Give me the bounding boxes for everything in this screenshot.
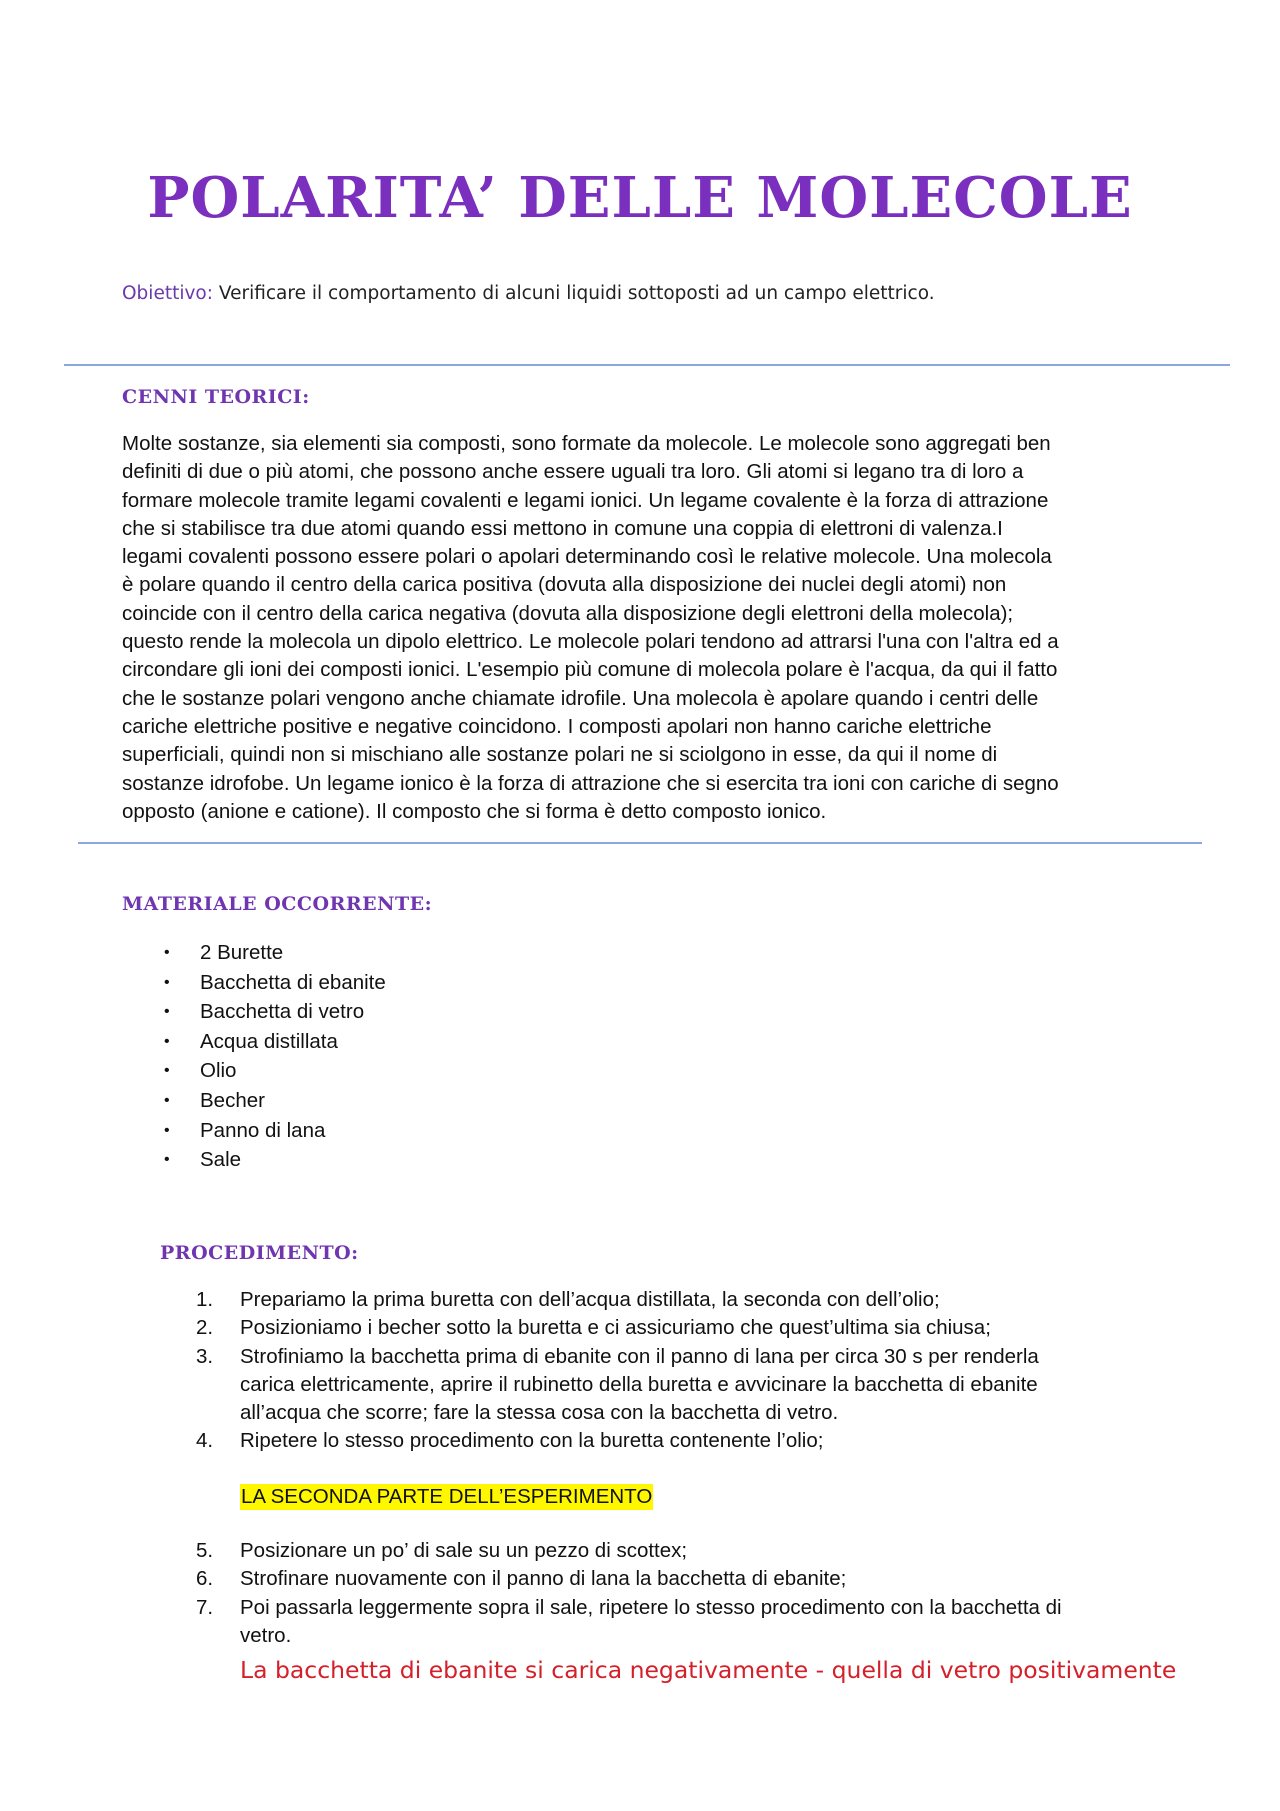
bullet-icon: • [164,1091,170,1109]
materials-heading: MATERIALE OCCORRENTE: [122,893,433,915]
theory-line: circondare gli ioni dei composti ionici. L'esempio più comune di molecola polare è l'acqua, da qui il fatto [122,658,1058,682]
procedure-step [196,1314,1176,1342]
material-label: Bacchetta di ebanite [200,970,386,994]
list-item [160,938,386,968]
bullet-icon: • [164,1032,170,1050]
step-text: Strofinare nuovamente con il panno di lana la bacchetta di ebanite; [240,1567,847,1591]
procedure-step [196,1286,1176,1314]
theory-line: sostanze idrofobe. Un legame ionico è la forza di attrazione che si esercita tra ioni con cariche di segno [122,771,1059,795]
conclusion-text: La bacchetta di ebanite si carica negativamente - quella di vetro positivamente [240,1656,1177,1684]
step-text: Ripetere lo stesso procedimento con la buretta contenente l’olio; [240,1429,824,1453]
procedure-step [196,1565,1176,1593]
step-text: Strofiniamo la bacchetta prima di ebanite con il panno di lana per circa 30 s per renderla [240,1344,1039,1368]
bullet-icon: • [164,1062,170,1080]
list-item [160,1027,386,1057]
bullet-icon: • [164,1121,170,1139]
theory-line: formare molecole tramite legami covalenti e legami ionici. Un legame covalente è la forza di attrazione [122,488,1049,512]
bullet-icon: • [164,973,170,991]
list-item [160,1086,386,1116]
material-label: 2 Burette [200,941,284,964]
material-label: Becher [200,1088,265,1112]
material-label: Olio [200,1059,237,1083]
objective [122,283,935,304]
bullet-icon: • [164,1003,170,1021]
material-label: Panno di lana [200,1118,326,1142]
material-label: Sale [200,1148,242,1172]
materials-list [160,938,386,1175]
list-item [160,968,386,998]
step-text: Prepariamo la prima buretta con dell’acqua distillata, la seconda con dell’olio; [240,1288,940,1311]
procedure-step [196,1594,1176,1651]
step-text: all’acqua che scorre; fare la stessa cosa con la bacchetta di vetro. [240,1401,839,1425]
step-text: carica elettricamente, aprire il rubinetto della buretta e avvicinare la bacchetta di ebanite [240,1372,1038,1396]
theory-line: che si stabilisce tra due atomi quando essi mettono in comune una coppia di elettroni di valenza.I [122,516,1003,540]
theory-line: legami covalenti possono essere polari o apolari determinando così le relative molecole. Una molecola [122,545,1052,569]
procedure-step [196,1343,1176,1428]
step-text: Poi passarla leggermente sopra il sale, ripetere lo stesso procedimento con la bacchetta di [240,1595,1062,1619]
bullet-icon: • [164,944,170,961]
step-number: 7. [196,1595,214,1619]
step-number: 6. [196,1567,214,1591]
theory-line: opposto (anione e catione). Il composto che si forma è detto composto ionico. [122,799,827,823]
list-item [160,997,386,1027]
divider-middle [78,842,1202,844]
theory-line: che le sostanze polari vengono anche chiamate idrofile. Una molecola è apolare quando i centri delle [122,686,1039,710]
material-label: Bacchetta di vetro [200,1000,365,1024]
theory-line: è polare quando il centro della carica positiva (dovuta alla disposizione dei nuclei degli atomi) non [122,573,1007,597]
theory-line: Molte sostanze, sia elementi sia composti, sono formate da molecole. Le molecole sono aggregati ben [122,432,1051,455]
procedure-steps-part2 [196,1537,1176,1650]
second-part-label: LA SECONDA PARTE DELL’ESPERIMENTO [241,1485,653,1508]
theory-line: superficiali, quindi non si mischiano alle sostanze polari ne si sciolgono in esse, da qui il nome di [122,743,998,767]
theory-line: questo rende la molecola un dipolo elettrico. Le molecole polari tendono ad attrarsi l'una con l'altra ed a [122,630,1059,654]
step-text: vetro. [240,1623,292,1647]
step-text: Posizionare un po’ di sale su un pezzo di scottex; [240,1539,688,1562]
theory-heading: CENNI TEORICI: [122,386,310,408]
theory-line: definiti di due o più atomi, che possono anche essere uguali tra loro. Gli atomi si legano tra di loro a [122,460,1024,484]
divider-top [64,364,1230,366]
step-number: 5. [196,1539,214,1562]
step-number: 1. [196,1288,214,1311]
procedure-heading: PROCEDIMENTO: [160,1242,359,1264]
list-item [160,1116,386,1146]
procedure-step [196,1427,1176,1455]
bullet-icon: • [164,1151,170,1169]
theory-line: coincide con il centro della carica negativa (dovuta alla disposizione degli elettroni della molecola); [122,601,1014,625]
procedure-step [196,1537,1176,1565]
objective-label: Obiettivo: [122,283,213,304]
page-title: POLARITA’ DELLE MOLECOLE [147,165,1133,231]
step-number: 4. [196,1429,214,1453]
objective-text: Verificare il comportamento di alcuni liquidi sottoposti ad un campo elettrico. [212,283,935,304]
list-item [160,1145,386,1175]
theory-paragraph [122,430,1182,826]
material-label: Acqua distillata [200,1029,338,1053]
list-item [160,1056,386,1086]
procedure-steps-part1 [196,1286,1176,1456]
step-number: 2. [196,1316,214,1340]
step-text: Posizioniamo i becher sotto la buretta e ci assicuriamo che quest’ultima sia chiusa; [240,1316,991,1340]
theory-line: cariche elettriche positive e negative coincidono. I composti apolari non hanno cariche elettriche [122,714,992,738]
step-number: 3. [196,1344,214,1368]
